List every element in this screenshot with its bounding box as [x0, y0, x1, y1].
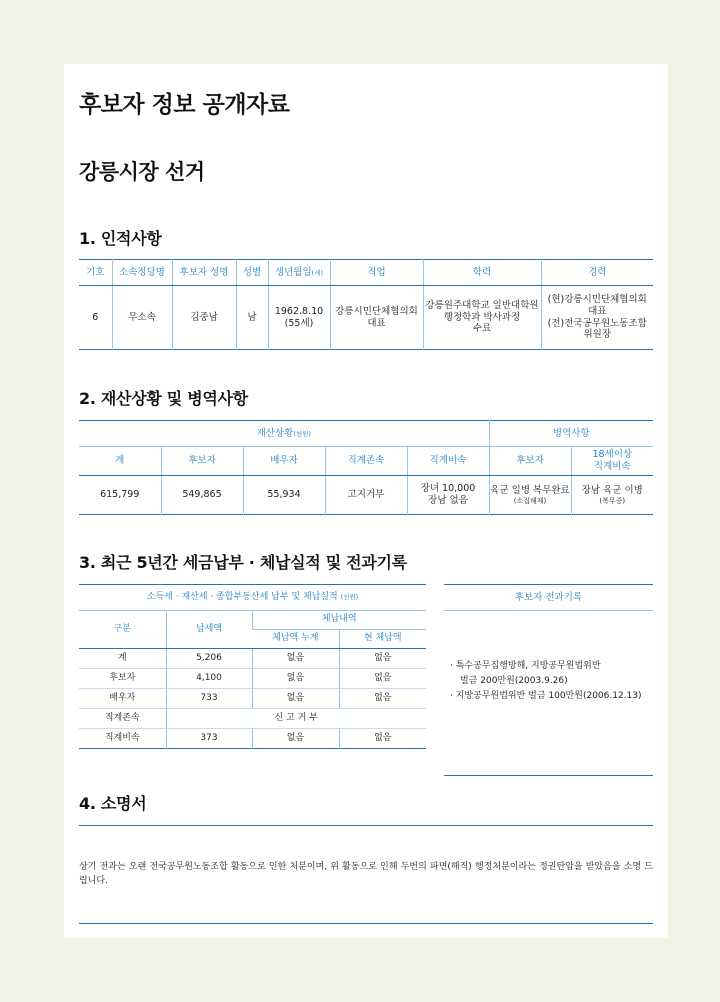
- header-birth-label: 생년월일: [274, 266, 312, 278]
- list-item: [450, 659, 642, 689]
- tax-group-title: 소득세 · 재산세 · 종합부동산세 납부 및 체납실적: [146, 591, 338, 602]
- tax-row-arrears-total: 없음: [252, 689, 339, 709]
- tax-row-paid: 4,100: [166, 669, 252, 689]
- group-military-header: 병역사항: [489, 421, 653, 447]
- group-property-label: 재산상황: [256, 427, 294, 439]
- header-arrears-current: 현 체납액: [339, 630, 426, 649]
- document-title: 후보자 정보 공개자료: [79, 92, 290, 118]
- tax-row-label: 직계비속: [104, 732, 140, 743]
- header-party: 소속정당명: [112, 260, 172, 286]
- header-lineal-descendant: 직계비속: [407, 447, 489, 476]
- tax-row-arrears-current: 없음: [339, 729, 426, 749]
- age: (55세): [284, 317, 314, 329]
- header-name: 후보자 성명: [172, 260, 236, 286]
- section-tax-heading: 3. 최근 5년간 세금납부 · 체납실적 및 전과기록: [79, 553, 407, 572]
- birth-cell: [268, 286, 330, 350]
- election-title: 강릉시장 선거: [79, 160, 205, 184]
- header-gender: 성별: [236, 260, 268, 286]
- header-military-descendant: [571, 447, 653, 476]
- section-statement-heading: 4. 소명서: [79, 794, 147, 813]
- criminal-record-line: 벌금 200만원(2003.9.26): [460, 676, 568, 686]
- lineal-descendant-line-2: 장남 없음: [428, 495, 468, 506]
- tax-row-arrears-current: 없음: [339, 649, 426, 669]
- group-property-header: [79, 421, 489, 447]
- party-cell: 무소속: [112, 286, 172, 350]
- career-cell: [541, 286, 653, 350]
- criminal-record-title: 후보자 전과기록: [444, 585, 653, 611]
- career-line-2: 대표: [588, 305, 607, 317]
- education-cell: [423, 286, 541, 350]
- job-line-2: 대표: [367, 317, 386, 329]
- header-arrears-total: 체납액 누계: [252, 630, 339, 649]
- criminal-record-box: [444, 584, 653, 776]
- header-candidate: 후보자: [161, 447, 243, 476]
- tax-row-label: 배우자: [79, 689, 166, 709]
- tax-row-arrears-total: 없음: [252, 669, 339, 689]
- group-property-unit: (천원): [293, 429, 311, 438]
- criminal-record-list: [450, 659, 642, 704]
- job-line-1: 강릉시민단체협의회: [335, 305, 418, 317]
- tax-row-arrears-current: 없음: [339, 689, 426, 709]
- header-military-candidate: 후보자: [489, 447, 571, 476]
- statement-text: 상기 전과는 오랜 전국공무원노동조합 활동으로 인한 처분이며, 위 활동으로 인해 두번의 파면(해직) 행정처분이라는 정권탄압을 받았음을 소명 드립니다.: [79, 862, 653, 886]
- table-row: [79, 649, 426, 669]
- statement-top-rule: [79, 825, 653, 826]
- tax-group-unit: (천원): [340, 592, 359, 601]
- gender-cell: 남: [236, 286, 268, 350]
- table-row: [79, 669, 426, 689]
- education-line-2: 행정학과 박사과정: [443, 311, 521, 323]
- tax-row-arrears-current: 없음: [339, 669, 426, 689]
- table-row: [79, 729, 426, 749]
- header-arrears: 체납내역: [252, 611, 426, 630]
- career-line-4: 위원장: [583, 329, 612, 341]
- birth-date: 1962.8.10: [274, 305, 324, 317]
- header-birth-unit: (세): [311, 268, 324, 277]
- tax-table: [79, 584, 426, 749]
- criminal-record-line: · 지방공무원법위반 벌금 100만원(2006.12.13): [450, 691, 642, 701]
- header-job: 직업: [330, 260, 423, 286]
- tax-row-paid: 5,206: [166, 649, 252, 669]
- personal-info-table: [79, 259, 653, 350]
- tax-row-label: 계: [79, 649, 166, 669]
- table-row: [79, 689, 426, 709]
- table-row: [79, 709, 426, 729]
- section-property-heading: 2. 재산상황 및 병역사항: [79, 389, 248, 408]
- header-lineal-ascendant: 직계존속: [325, 447, 407, 476]
- header-paid: 납세액: [166, 611, 252, 649]
- property-spouse: 55,934: [243, 476, 325, 515]
- education-line-1: 강릉원주대학교 일반대학원: [425, 299, 539, 311]
- career-line-3: (전)전국공무원노동조합: [547, 317, 647, 329]
- tax-row-arrears-total: 없음: [252, 649, 339, 669]
- tax-row-paid: 733: [166, 689, 252, 709]
- header-spouse: 배우자: [243, 447, 325, 476]
- military-descendant-note: (복무중): [599, 496, 626, 505]
- name-cell: 김중남: [172, 286, 236, 350]
- tax-row-arrears-total: 없음: [252, 729, 339, 749]
- tax-group-header: [79, 585, 426, 611]
- career-line-1: (현)강릉시민단체협의회: [547, 293, 647, 305]
- job-cell: [330, 286, 423, 350]
- tax-row-label: 직계존속: [79, 709, 166, 729]
- education-line-3: 수료: [472, 323, 492, 335]
- military-candidate-status: 육군 일병 복무완료: [490, 484, 570, 496]
- header-number: 기호: [79, 260, 112, 286]
- table-row: [79, 476, 653, 515]
- header-birth: [268, 260, 330, 286]
- military-descendant-status: 장남 육군 이병: [581, 484, 643, 496]
- header-career: 경력: [541, 260, 653, 286]
- property-military-table: [79, 420, 653, 515]
- table-row: [79, 286, 653, 350]
- military-candidate-note: (소집해제): [513, 496, 547, 505]
- candidate-number: 6: [92, 311, 99, 323]
- lineal-descendant-line-1: 장녀 10,000: [420, 483, 476, 495]
- section-personal-heading: 1. 인적사항: [79, 229, 162, 248]
- property-candidate: 549,865: [161, 476, 243, 515]
- list-item: [450, 689, 642, 704]
- property-lineal-descendant: [407, 476, 489, 515]
- header-education: 학력: [423, 260, 541, 286]
- header-military-descendant-l1: 18세이상: [592, 449, 633, 461]
- statement-bottom-rule: [79, 923, 653, 924]
- military-descendant: [571, 476, 653, 515]
- tax-row-paid: 373: [166, 729, 252, 749]
- criminal-record-line: · 특수공무집행방해, 지방공무원법위반: [450, 661, 601, 671]
- header-category: 구분: [79, 611, 166, 649]
- document-page: [64, 64, 668, 938]
- tax-row-declined: 신 고 거 부: [166, 709, 426, 729]
- property-total: 615,799: [100, 489, 140, 501]
- header-total: 계: [79, 447, 161, 476]
- property-lineal-ascendant: 고지거부: [325, 476, 407, 515]
- tax-row-label: 후보자: [79, 669, 166, 689]
- military-candidate: [489, 476, 571, 515]
- header-military-descendant-l2: 직계비속: [593, 461, 631, 472]
